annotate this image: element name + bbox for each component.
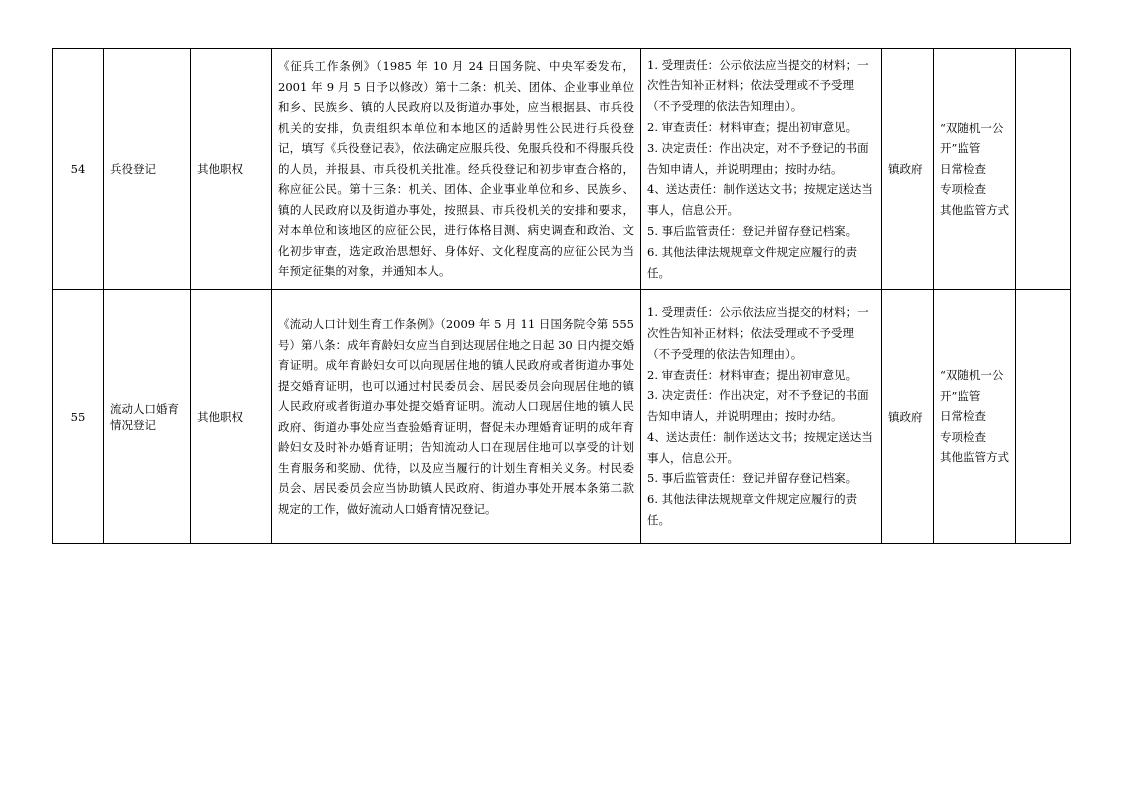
responsibility-item: 6. 其他法律法规规章文件规定应履行的责任。	[647, 492, 858, 528]
responsibility-item: 4、送达责任：制作送达文书；按规定送达当事人，信息公开。	[647, 429, 873, 465]
supervision-methods	[934, 290, 1016, 544]
responsibility-item: 4、送达责任：制作送达文书；按规定送达当事人，信息公开。	[647, 182, 873, 218]
legal-basis: 《流动人口计划生育工作条例》（2009 年 5 月 11 日国务院令第 555 号）第八条：成年育龄妇女应当自到达现居住地之日起 30 日内提交婚育证明。成年育龄妇女可以向现居住地的镇人民政府或者街道办事处提交婚育证明，也可以通过村民委员会、居民委员会向现居住地的镇人民政府或者街道办事处提交婚育证明。流动人口现居住地的镇人民政府、街道办事处应当查验婚育证明，督促未办理婚育证明的成年育龄妇女及时补办婚育证明；告知流动人口在现居住地可以享受的计划生育服务和奖励、优待，以及应当履行的计划生育相关义务。村民委员会、居民委员会应当协助镇人民政府、街道办事处开展本条第二款规定的工作，做好流动人口婚育情况登记。	[272, 290, 641, 544]
remarks-cell	[1016, 49, 1071, 290]
supervision-item: 日常检查	[940, 161, 986, 176]
supervision-methods	[934, 49, 1016, 290]
supervision-item: 专项检查	[940, 429, 986, 444]
responsibility-item: 5. 事后监管责任：登记并留存登记档案。	[647, 471, 858, 486]
row-number: 55	[53, 290, 104, 544]
table-row	[53, 290, 1071, 544]
responsibility-list	[641, 290, 882, 544]
responsible-subject: 镇政府	[882, 290, 934, 544]
responsibility-item: 6. 其他法律法规规章文件规定应履行的责任。	[647, 244, 858, 280]
supervision-item: 专项检查	[940, 182, 986, 197]
responsibility-item: 2. 审查责任：材料审查；提出初审意见。	[647, 367, 858, 382]
power-list-table	[52, 48, 1071, 544]
responsibility-item: 2. 审查责任：材料审查；提出初审意见。	[647, 120, 858, 134]
responsibility-item: 5. 事后监管责任：登记并留存登记档案。	[647, 223, 858, 238]
supervision-item: 其他监管方式	[940, 202, 1009, 217]
table-row	[53, 49, 1071, 290]
responsibility-item: 3. 决定责任：作出决定，对不予登记的书面告知申请人，并说明理由；按时办结。	[647, 388, 869, 424]
supervision-item: “双随机一公开”监管	[940, 368, 1004, 403]
supervision-item: 其他监管方式	[940, 450, 1009, 465]
power-category: 其他职权	[191, 290, 272, 544]
responsibility-item: 1. 受理责任：公示依法应当提交的材料；一次性告知补正材料；依法受理或不予受理（不予受理的依法告知理由）。	[647, 305, 869, 361]
responsible-subject: 镇政府	[882, 49, 934, 290]
supervision-item: 日常检查	[940, 409, 986, 424]
legal-basis: 《征兵工作条例》（1985 年 10 月 24 日国务院、中央军委发布，2001 年 9 月 5 日予以修改）第十二条：机关、团体、企业事业单位和乡、民族乡、镇的人民政府以及街道办事处，应当根据县、市兵役机关的安排，负责组织本单位和本地区的适龄男性公民进行兵役登记，填写《兵役登记表》，依法确定应服兵役、免服兵役和不得服兵役的人员，并报县、市兵役机关批准。经兵役登记和初步审查合格的，称应征公民。第十三条：机关、团体、企业事业单位和乡、民族乡、镇的人民政府以及街道办事处，按照县、市兵役机关的安排和要求，对本单位和该地区的应征公民，进行体格目测、病史调查和政治、文化初步审查，选定政治思想好、身体好、文化程度高的应征公民为当年预定征集的对象，并通知本人。	[272, 49, 641, 290]
power-category: 其他职权	[191, 49, 272, 290]
responsibility-item: 3. 决定责任：作出决定，对不予登记的书面告知申请人，并说明理由；按时办结。	[647, 140, 869, 176]
remarks-cell	[1016, 290, 1071, 544]
item-name: 兵役登记	[104, 49, 191, 290]
responsibility-item: 1. 受理责任：公示依法应当提交的材料；一次性告知补正材料；依法受理或不予受理（不予受理的依法告知理由）。	[647, 57, 869, 114]
supervision-item: “双随机一公开”监管	[940, 120, 1004, 156]
item-name: 流动人口婚育情况登记	[104, 290, 191, 544]
row-number: 54	[53, 49, 104, 290]
responsibility-list	[641, 49, 882, 290]
